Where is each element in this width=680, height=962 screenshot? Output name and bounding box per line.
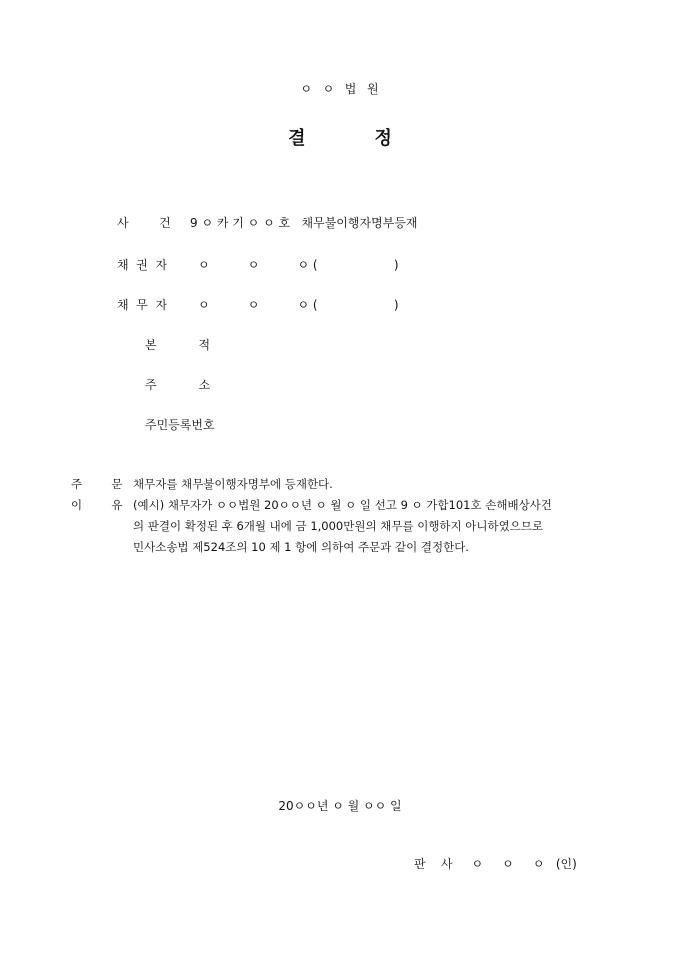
order-label: 주 문 (71, 477, 123, 491)
decision-date: 20ㅇㅇ년 ㅇ 월 ㅇㅇ 일 (278, 799, 402, 813)
order-text: 채무자를 채무불이행자명부에 등재한다. (133, 477, 333, 491)
address-label: 주 소 (145, 378, 211, 392)
judge-signature: 판 사 ㅇ ㅇ ㅇ (인) (414, 857, 577, 871)
debtor-label: 채 무 자 (117, 298, 168, 312)
reason-line: 의 판결이 확정된 후 6개월 내에 금 1,000만원의 채무를 이행하지 아니하였으므로 (133, 519, 544, 533)
creditor-value: ㅇ ㅇ ㅇ ( ) (198, 258, 399, 272)
case-value: 9 ㅇ 카 기 ㅇ ㅇ 호 채무불이행자명부등재 (190, 216, 418, 230)
domicile-label: 본 적 (145, 338, 211, 352)
case-label: 사 건 (117, 216, 171, 230)
reason-line: (예시) 채무자가 ㅇㅇ법원 20ㅇㅇ년 ㅇ 월 ㅇ 일 선고 9 ㅇ 가합101호 손해배상사건 (133, 498, 552, 512)
creditor-label: 채 권 자 (117, 258, 168, 272)
court-name: ㅇ ㅇ 법 원 (300, 82, 380, 96)
document-title: 결 정 (288, 128, 392, 149)
reason-label: 이 유 (71, 498, 123, 512)
debtor-value: ㅇ ㅇ ㅇ ( ) (198, 298, 399, 312)
reason-line: 민사소송법 제524조의 10 제 1 항에 의하여 주문과 같이 결정한다. (133, 540, 469, 554)
resident-number-label: 주민등록번호 (145, 418, 215, 432)
